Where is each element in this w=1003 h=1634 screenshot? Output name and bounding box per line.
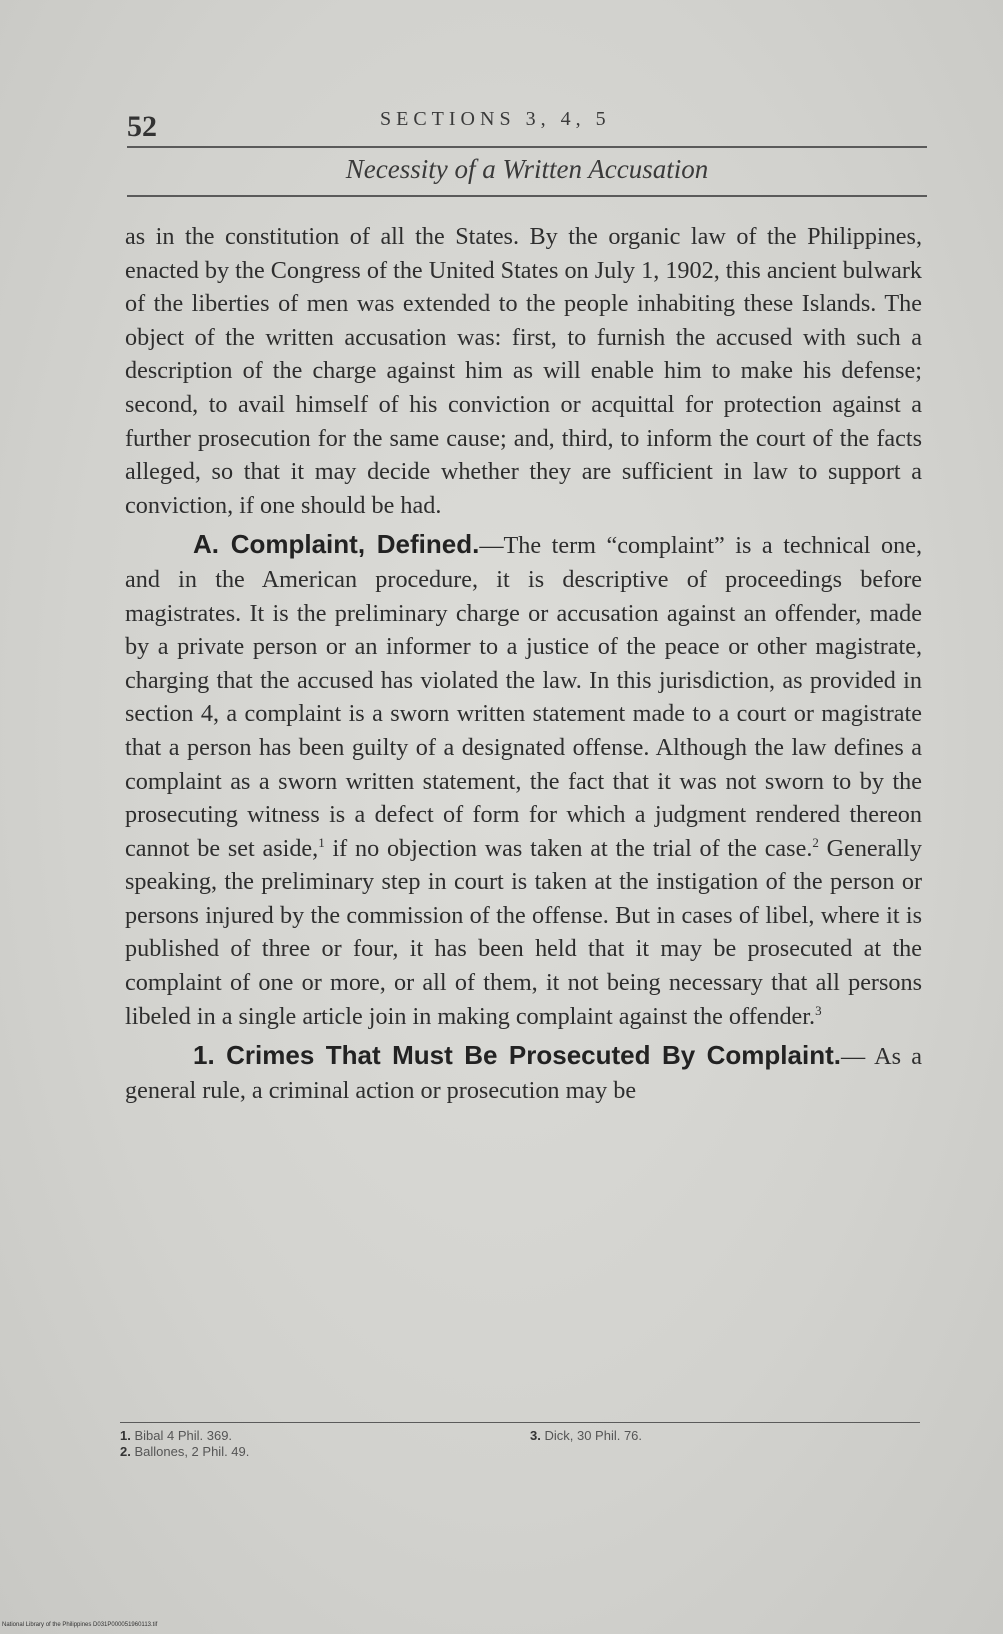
footnote-rule xyxy=(120,1422,920,1423)
page-number: 52 xyxy=(127,110,157,143)
paragraph-1: as in the constitution of all the States. By the organic law of the Philippines, enacted by the Congress of the United States on July 1, 1902, this ancient bulwark of the liberties of men was extended to the people inhabiting these Islands. The object of the written accusation was: first, to furnish the accused with such a description of the charge against him as will enable him to make his defense; second, to avail himself of his conviction or acquittal for protection against a further prosecution for the same cause; and, third, to inform the court of the facts alleged, so that it may decide whether they are sufficient in law to support a conviction, if one should be had. xyxy=(125,223,922,519)
header-rule-top xyxy=(127,146,927,148)
crimes-by-complaint-heading: 1. Crimes That Must Be Prosecuted By Complaint. xyxy=(193,1040,841,1071)
complaint-defined-heading: A. Complaint, Defined. xyxy=(193,529,480,560)
footnote-ref-2: 2 xyxy=(812,834,819,850)
complaint-defined-text-b: if no objection was taken at the trial of the case. xyxy=(324,834,813,862)
footnote-ref-3: 3 xyxy=(815,1002,822,1018)
paragraph-complaint-defined xyxy=(125,528,922,1033)
crimes-by-complaint-text: — As a general rule, a criminal action or prosecution may be xyxy=(125,1043,922,1104)
complaint-defined-text-a: —The term “complaint” is a technical one, and in the American procedure, it is descriptive of proceedings before magistrates. It is the preliminary charge or accusation against an offender, made by a private person or an informer to a justice of the peace or other magistrate, charging that the accused has violated the law. In this jurisdiction, as provided in section 4, a complaint is a sworn written statement made to a court or magistrate that a person has been guilty of a designated offense. Although the law defines a complaint as a sworn written statement, the fact that it was not sworn to by the prosecuting witness is a defect of form for which a judgment rendered thereon cannot be set aside, xyxy=(125,532,922,862)
footnote-1: 1. Bibal 4 Phil. 369. xyxy=(120,1428,233,1443)
footnote-ref-1: 1 xyxy=(318,834,325,850)
footnotes-column-left xyxy=(120,1428,480,1460)
footnote-3: 3. Dick, 30 Phil. 76. xyxy=(530,1428,643,1443)
library-footer: National Library of the Philippines D031P000051960113.tif xyxy=(2,1622,158,1628)
section-subtitle: Necessity of a Written Accusation xyxy=(345,154,709,184)
running-head: SECTIONS 3, 4, 5 xyxy=(380,108,611,130)
header-rule-bottom xyxy=(127,195,927,197)
footnotes-column-right xyxy=(530,1428,890,1444)
footnote-2: 2. Ballones, 2 Phil. 49. xyxy=(120,1444,250,1459)
complaint-defined-text-c: Generally speaking, the preliminary step in court is taken at the instigation of the person or persons injured by the commission of the offense. But in cases of libel, where it is published of three or four, it has been held that it may be prosecuted at the complaint of one or more, or all of them, it not being necessary that all persons libeled in a single article join in making complaint against the offender. xyxy=(125,834,922,1030)
paragraph-crimes-by-complaint xyxy=(125,1039,922,1107)
body-text xyxy=(125,220,922,1113)
